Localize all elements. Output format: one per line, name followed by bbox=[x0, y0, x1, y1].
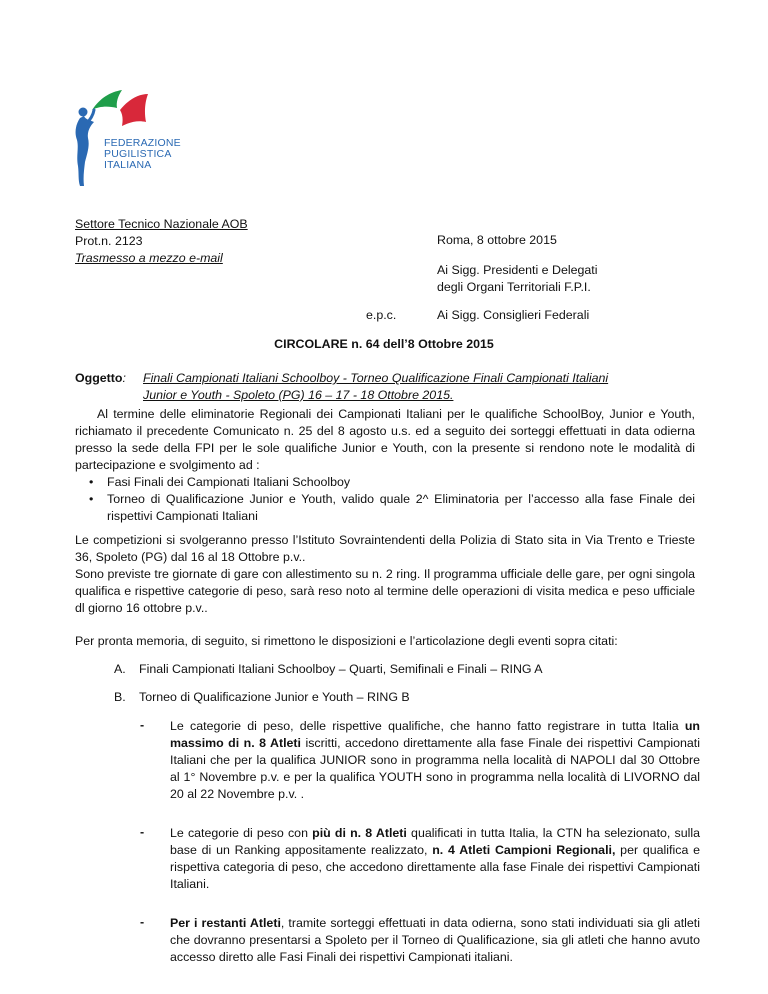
settore-label: Settore Tecnico Nazionale AOB bbox=[75, 217, 248, 231]
paragraph-memo: Per pronta memoria, di seguito, si rimettono le disposizioni e l’articolazione degli eventi sopra citati: bbox=[75, 634, 618, 648]
item-a bbox=[114, 662, 543, 676]
dash3-text: , tramite sorteggi effettuati in data odierna, sono stati individuati sia gli atleti che dovranno presentarsi a Spoleto per il Torneo di Qualificazione, sia gli atleti che hanno avuto accesso diretto alle Fasi Finali dei rispettivi Campionati italiani. bbox=[170, 916, 700, 964]
list-item bbox=[75, 474, 695, 491]
bullet-icon: • bbox=[89, 475, 94, 489]
dash2-bold-1: più di n. 8 Atleti bbox=[312, 826, 407, 840]
venue-text: Le competizioni si svolgeranno presso l’Istituto Sovraintendenti della Polizia di Stato sita in Via Trento e Trieste 36, Spoleto (PG) dal 16 al 18 Ottobre p.v.. bbox=[75, 533, 695, 564]
subject-text bbox=[143, 370, 703, 404]
program-text: Sono previste tre giornate di gare con allestimento su n. 2 ring. Il programma ufficiale delle gare, per ogni singola qualifica e rispettive categorie di peso, sarà reso noto al termine delle operazioni di visita medica e peso ufficiale dl giorno 16 ottobre p.v.. bbox=[75, 567, 695, 615]
subject-line-1: Finali Campionati Italiani Schoolboy - Torneo Qualificazione Finali Campionati Italiani bbox=[143, 371, 609, 385]
bullet-icon: • bbox=[89, 492, 94, 506]
recipients-cc: Ai Sigg. Consiglieri Federali bbox=[437, 308, 590, 322]
logo-line-1: FEDERAZIONE bbox=[104, 137, 181, 149]
subject-colon: : bbox=[122, 371, 126, 385]
logo-line-3: ITALIANA bbox=[104, 159, 152, 171]
item-b bbox=[114, 690, 410, 704]
item-b-text: Torneo di Qualificazione Junior e Youth – RING B bbox=[139, 690, 410, 704]
recipients-line-1: Ai Sigg. Presidenti e Delegati bbox=[437, 263, 598, 277]
dash2-text-b: qualificati in tutta Italia, la CTN ha selezionato, sulla base di un Ranking appositamente realizzato, bbox=[170, 826, 701, 857]
subject-line-2: Junior e Youth - Spoleto (PG) 16 – 17 - 18 Ottobre 2015. bbox=[143, 388, 454, 402]
list-item bbox=[140, 825, 700, 893]
list-item bbox=[140, 915, 700, 966]
place-date: Roma, 8 ottobre 2015 bbox=[437, 233, 557, 247]
fpi-logo bbox=[66, 80, 186, 195]
dash2-text-a: Le categorie di peso con bbox=[170, 826, 313, 840]
item-a-text: Finali Campionati Italiani Schoolboy – Quarti, Semifinali e Finali – RING A bbox=[139, 662, 543, 676]
paragraph-intro: Al termine delle eliminatorie Regionali dei Campionati Italiani per le qualifiche SchoolBoy, Junior e Youth, richiamato il precedente Comunicato n. 25 del 8 agosto u.s. ed a seguito dei sorteggi effettuati in data odierna presso la sede della FPI per le sole qualifiche Junior e Youth, con la presente si rendono note le modalità di partecipazione e svolgimento ad : bbox=[75, 407, 695, 472]
item-b-letter: B. bbox=[114, 690, 126, 704]
subject-label: Oggetto bbox=[75, 371, 123, 385]
dash3-bold: Per i restanti Atleti bbox=[170, 916, 281, 930]
dash1-text-b: iscritti, accedono direttamente alla fase Finale dei rispettivi Campionati Italiani che per la qualifica JUNIOR sono in programma nella località di NAPOLI dal 30 Ottobre al 1° Novembre p.v. e per la qualifica YOUTH sono in programma nella località di LIVORNO dal 20 al 22 Novembre p.v. . bbox=[170, 736, 701, 801]
protocol-number: Prot.n. 2123 bbox=[75, 234, 143, 248]
bullet-list bbox=[75, 474, 695, 525]
logo-line-2: PUGILISTICA bbox=[104, 148, 172, 160]
dash-list bbox=[140, 718, 700, 966]
dash1-text-a: Le categorie di peso, delle rispettive qualifiche, che hanno fatto registrare in tutta Italia bbox=[170, 719, 685, 733]
bullet-text-1: Fasi Finali dei Campionati Italiani Schoolboy bbox=[107, 475, 351, 489]
dash1-bold: un massimo di n. 8 Atleti bbox=[170, 719, 700, 750]
recipients-main bbox=[437, 262, 597, 296]
dash-icon: - bbox=[140, 915, 145, 929]
list-item bbox=[75, 491, 695, 525]
dash-icon: - bbox=[140, 718, 145, 732]
circular-title: CIRCOLARE n. 64 dell’8 Ottobre 2015 bbox=[274, 337, 494, 351]
transmission-note: Trasmesso a mezzo e-mail bbox=[75, 251, 223, 265]
dash-icon: - bbox=[140, 825, 145, 839]
paragraph-venue bbox=[75, 532, 695, 617]
dash2-bold-2: n. 4 Atleti Campioni Regionali, bbox=[432, 843, 616, 857]
recipients-line-2: degli Organi Territoriali F.P.I. bbox=[437, 280, 591, 294]
dash2-text-c: per qualifica e rispettiva categoria di peso, che accedono direttamente alla fase Finale dei rispettivi Campionati Italiani. bbox=[170, 843, 701, 891]
subject-block bbox=[75, 370, 126, 387]
header-left bbox=[75, 216, 248, 267]
list-item bbox=[140, 718, 700, 803]
item-a-letter: A. bbox=[114, 662, 126, 676]
epc-label: e.p.c. bbox=[366, 308, 397, 322]
bullet-text-2: Torneo di Qualificazione Junior e Youth, valido quale 2^ Eliminatoria per l’accesso alla fase Finale dei rispettivi Campionati Italiani bbox=[107, 492, 695, 523]
